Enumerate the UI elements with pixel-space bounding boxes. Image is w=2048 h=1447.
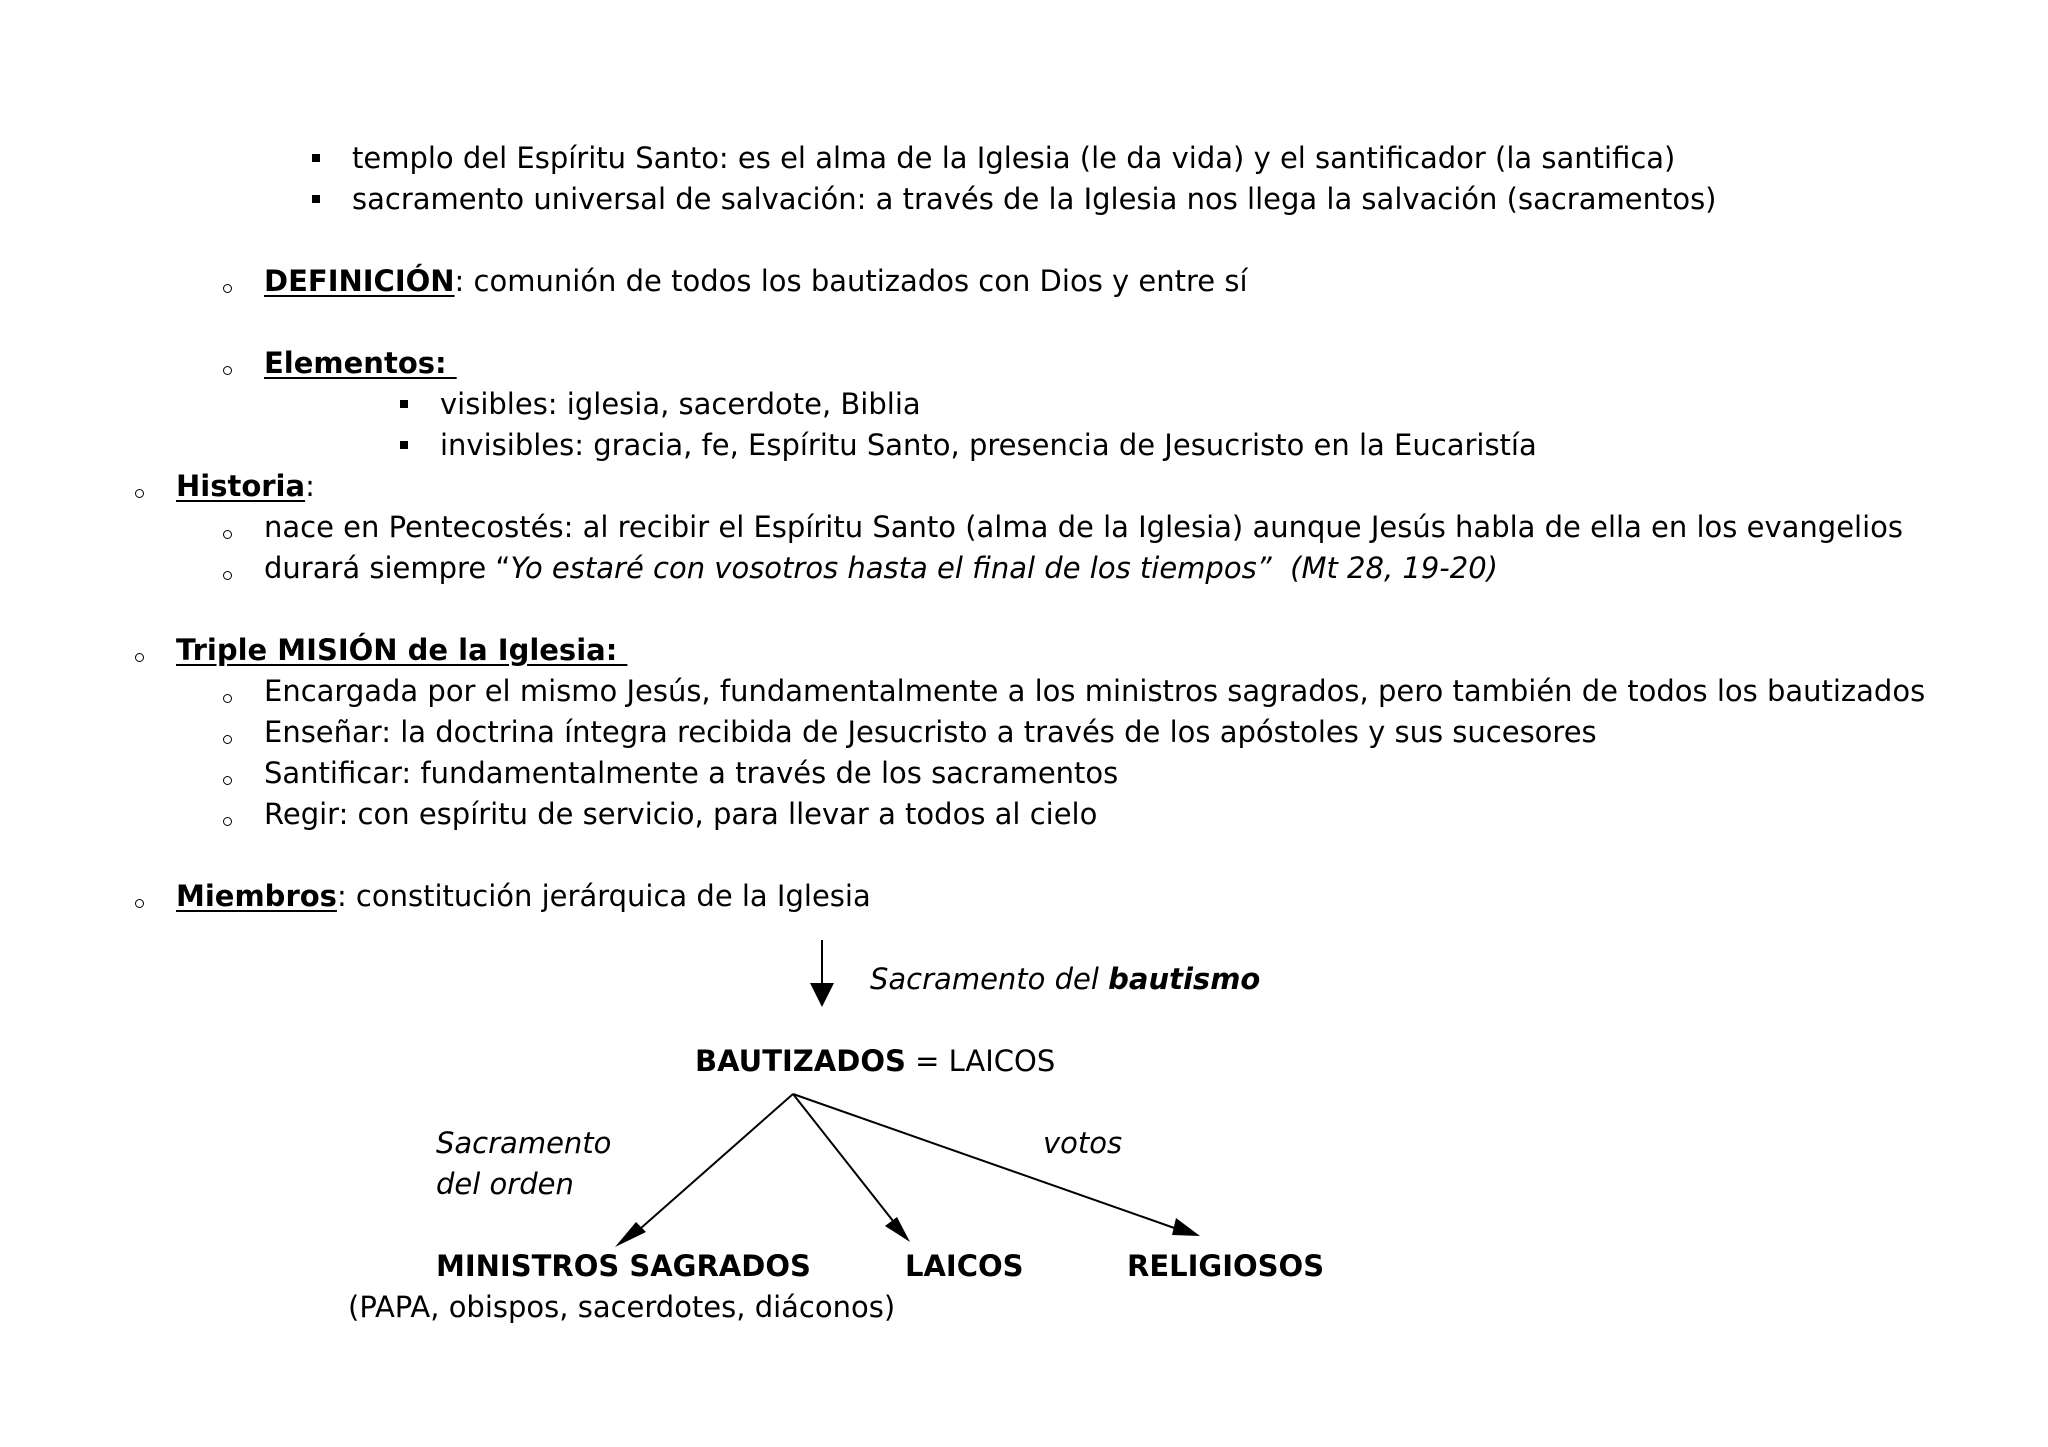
sacramento-label-text: Sacramento del [870, 962, 1109, 996]
text-line: Regir: con espíritu de servicio, para llevar a todos al cielo [264, 797, 1098, 831]
text-line: sacramento universal de salvación: a través de la Iglesia nos llega la salvación (sacramentos) [352, 182, 1717, 216]
miembros-text: : constitución jerárquica de la Iglesia [336, 879, 871, 913]
historia-heading: Historia [176, 469, 306, 503]
text-line: invisibles: gracia, fe, Espíritu Santo, presencia de Jesucristo en la Eucaristía [440, 428, 1537, 462]
text-line: templo del Espíritu Santo: es el alma de la Iglesia (le da vida) y el santificador (la santifica) [352, 141, 1676, 175]
ministros-node: MINISTROS SAGRADOS [436, 1249, 811, 1283]
laicos-equivalence-text: = LAICOS [905, 1044, 1056, 1078]
ministros-subtitle: (PAPA, obispos, sacerdotes, diáconos) [348, 1290, 896, 1324]
arrow-line-religiosos [793, 1094, 1180, 1230]
historia-colon: : [305, 469, 315, 503]
elementos-heading: Elementos: [264, 346, 457, 380]
quote-text: Yo estaré con vosotros hasta el final de los tiempos” (Mt 28, 19-20) [510, 551, 1498, 585]
arrowhead-icon [615, 1222, 646, 1247]
sacramento-bautismo-label [870, 961, 1260, 997]
votos-label: votos [1043, 1126, 1123, 1160]
religiosos-node: RELIGIOSOS [1127, 1249, 1325, 1283]
bautismo-label-text: bautismo [1108, 962, 1261, 996]
arrowhead-icon [885, 1217, 910, 1242]
text-line: nace en Pentecostés: al recibir el Espíritu Santo (alma de la Iglesia) aunque Jesús habla de ella en los evangelios [264, 510, 1903, 544]
orden-label-line1: Sacramento [436, 1126, 612, 1160]
text-line: visibles: iglesia, sacerdote, Biblia [440, 387, 921, 421]
quote-intro: durará siempre “ [264, 551, 511, 585]
definicion-text: : comunión de todos los bautizados con Dios y entre sí [454, 264, 1248, 298]
laicos-node: LAICOS [905, 1249, 1024, 1283]
arrowhead-icon [810, 983, 834, 1007]
text-line: Encargada por el mismo Jesús, fundamentalmente a los ministros sagrados, pero también de todos los bautizados [264, 674, 1926, 708]
mision-heading: Triple MISIÓN de la Iglesia: [176, 633, 628, 667]
miembros-heading: Miembros [176, 879, 337, 913]
definicion-heading: DEFINICIÓN [264, 264, 455, 298]
orden-label-line2: del orden [436, 1167, 574, 1201]
arrow-line-laicos [793, 1094, 897, 1226]
bautizados-text: BAUTIZADOS [695, 1044, 906, 1078]
text-line: Santificar: fundamentalmente a través de los sacramentos [264, 756, 1119, 790]
arrowhead-icon [1172, 1218, 1200, 1236]
text-line: Enseñar: la doctrina íntegra recibida de Jesucristo a través de los apóstoles y sus sucesores [264, 715, 1597, 749]
bautizados-node [695, 1043, 1055, 1079]
arrow-line-ministros [632, 1094, 793, 1236]
